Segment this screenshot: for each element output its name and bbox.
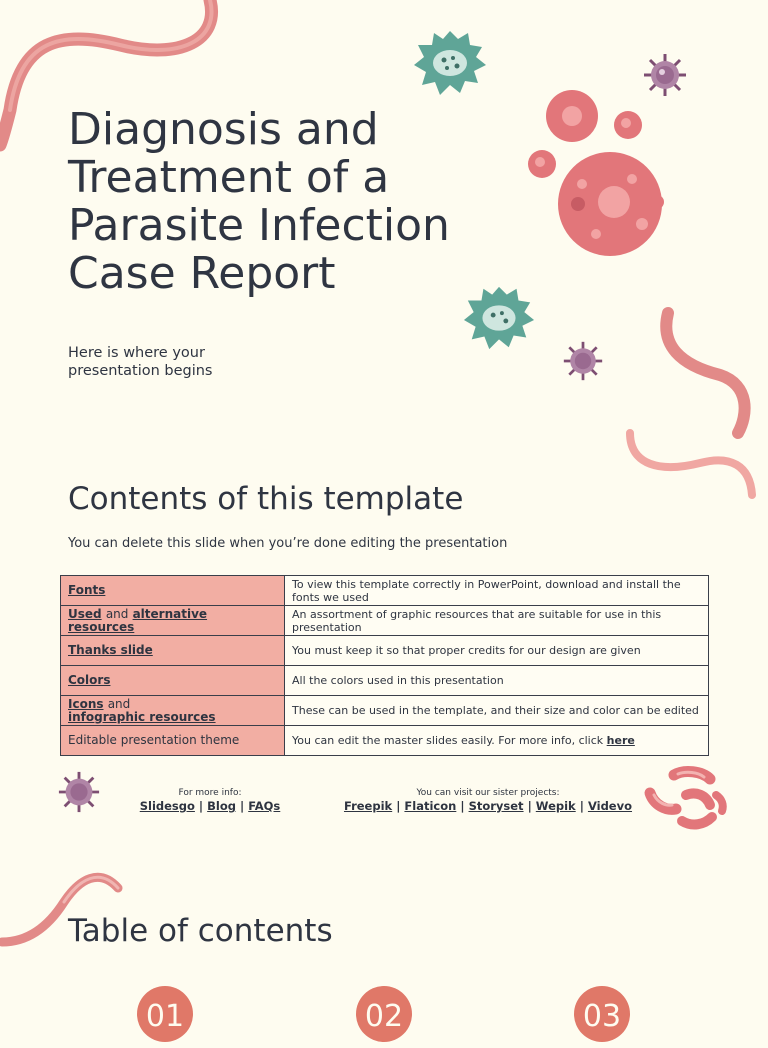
row-desc: You must keep it so that proper credits for our design are given [285,636,709,666]
toc-number-2: 02 [356,986,412,1042]
freepik-link[interactable]: Freepik [343,799,393,813]
here-link[interactable]: here [606,734,635,747]
worm-right-decoration [620,305,768,505]
row-key [61,696,285,726]
table-row [61,636,709,666]
row-key-connector: and [107,696,131,711]
sister-projects-caption: You can visit our sister projects: [416,788,560,798]
row-desc-text: You can edit the master slides easily. For more info, click [292,734,604,747]
row-key: Editable presentation theme [61,726,285,756]
sister-projects-links [338,799,638,814]
row-desc [285,726,709,756]
row-desc: An assortment of graphic resources that are suitable for use in this presentation [285,606,709,636]
infographic-resources-link[interactable]: infographic resources [68,709,216,724]
row-key [61,576,285,606]
table-row [61,606,709,636]
contents-title: Contents of this template [68,481,464,517]
storyset-link[interactable]: Storyset [468,799,524,813]
row-desc: These can be used in the template, and their size and color can be edited [285,696,709,726]
table-row [61,666,709,696]
table-row [61,696,709,726]
more-info-caption: For more info: [178,788,242,798]
green-virus-icon [410,25,490,101]
flaticon-link[interactable]: Flaticon [404,799,457,813]
resources-table [60,575,709,756]
toc-number-3: 03 [574,986,630,1042]
slidesgo-link[interactable]: Slidesgo [139,799,195,813]
used-link[interactable]: Used [68,606,102,621]
more-info-links [130,799,290,814]
icons-link[interactable]: Icons [68,696,104,711]
purple-virus-middle-icon [560,340,606,382]
slide-subtitle: Here is where your presentation begins [68,345,213,379]
alternative-resources-link[interactable]: alternative resources [68,606,208,634]
fonts-link[interactable]: Fonts [68,583,106,597]
row-desc: All the colors used in this presentation [285,666,709,696]
sister-projects-block [338,788,638,814]
row-key [61,606,285,636]
link-separator: | [396,799,401,813]
faqs-link[interactable]: FAQs [248,799,281,813]
bacteria-cluster-icon [640,765,732,831]
wepik-link[interactable]: Wepik [535,799,576,813]
more-info-block [130,788,290,814]
contents-note: You can delete this slide when you’re done editing the presentation [68,536,508,551]
link-separator: | [198,799,204,813]
slide-title: Diagnosis and Treatment of a Parasite Infection Case Report [68,104,450,299]
toc-title: Table of contents [68,913,333,949]
row-key-connector: and [105,606,129,621]
thanks-slide-link[interactable]: Thanks slide [68,643,153,657]
row-key [61,636,285,666]
row-key [61,666,285,696]
link-separator: | [460,799,465,813]
red-cells-cluster-icon [522,84,672,264]
toc-number-1: 01 [137,986,193,1042]
link-separator: | [579,799,584,813]
row-desc: To view this template correctly in PowerPoint, download and install the fonts we used [285,576,709,606]
table-row [61,726,709,756]
videvo-link[interactable]: Videvo [587,799,633,813]
blog-link[interactable]: Blog [207,799,236,813]
colors-link[interactable]: Colors [68,673,111,687]
purple-virus-info-icon [55,770,103,814]
link-separator: | [527,799,532,813]
link-separator: | [240,799,245,813]
table-row [61,576,709,606]
